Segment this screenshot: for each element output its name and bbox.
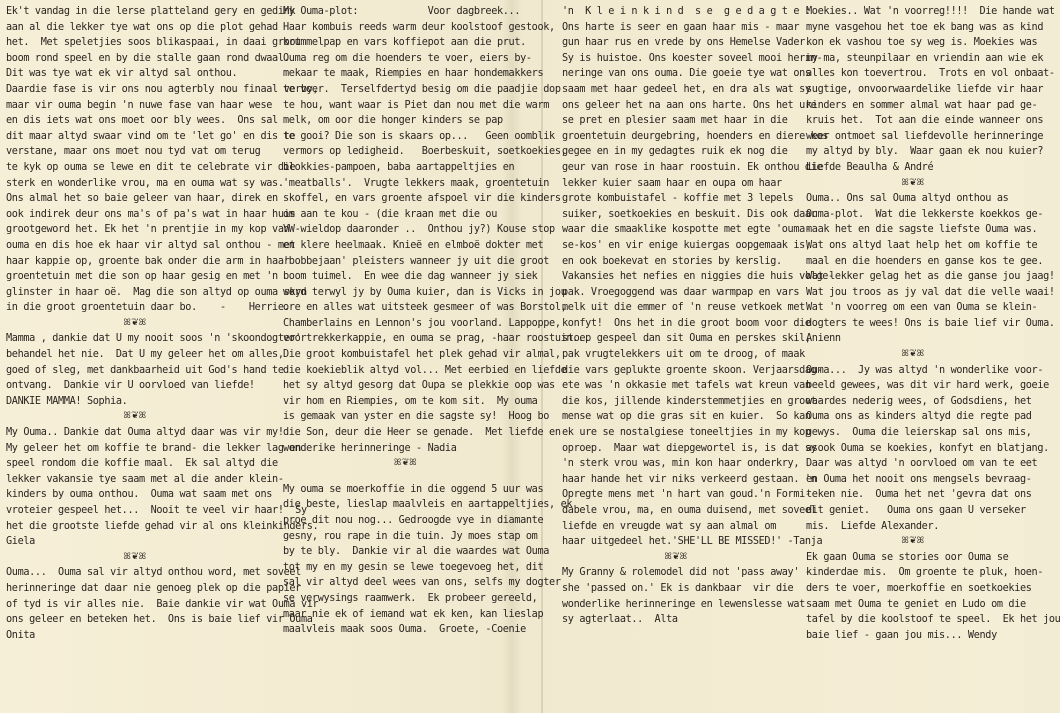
text-line: haar hande het vir niks verkeerd gestaan. 'n	[562, 473, 817, 485]
text-line: dogters te wees! Ons is baie lief vir Ouma.	[806, 317, 1055, 329]
text-line: goed of sleg, met dankbaarheid uit God's hand te	[6, 364, 284, 376]
text-line: groentetuin deurgebring, hoenders en diere kos	[562, 130, 829, 142]
text-line: blokkies-pampoen, baba aartappeltjies en	[283, 161, 515, 173]
column-2	[283, 4, 590, 638]
text-line: groentetuin met die son op haar gesig en met 'n	[6, 271, 278, 283]
text-line: dit maar altyd swaar vind om te 'let go' en dis te	[6, 130, 296, 142]
text-line: kinders en sommer almal wat haar pad ge-	[806, 99, 1038, 111]
text-line: My ouma se moerkoffie in die oggend 5 uur was	[283, 483, 544, 495]
text-line: Ons almal het so baie geleer van haar, direk en	[6, 193, 278, 205]
text-line: Giela	[6, 536, 35, 548]
text-line: Haar kombuis reeds warm deur koolstoof gestook,	[283, 21, 555, 33]
text-line: Chamberlains en Lennon's jou voorland. Lappoppe,	[283, 317, 561, 329]
text-line: het. Met speletjies soos blikaspaai, in daai groot	[6, 37, 301, 49]
text-line: VW-wieldop daaronder .. Onthou jy?) Kouse stop	[283, 224, 555, 236]
text-line: en klere heelmaak. Knieë en elmboë dokter met	[283, 239, 544, 251]
column-1	[6, 4, 319, 643]
text-line: gegee en in my gedagtes ruik ek nog die	[562, 146, 788, 158]
text-line: My geleer het om koffie te brand- die lekker lag en	[6, 442, 301, 454]
text-line: liefde en vreugde wat sy aan almal om	[562, 520, 776, 532]
ornament-divider: ꕤ❦ꕤ	[393, 458, 418, 469]
text-line: vroteier gespeel het... Nooit te veel vir haar! Sy	[6, 505, 307, 516]
text-line: Ouma reg om die hoenders te voer, eiers by-	[283, 52, 532, 64]
text-line: te hou, want waar is Piet dan nou met die warm	[283, 99, 550, 111]
ornament-divider: ꕤ❦ꕤ	[123, 551, 147, 562]
text-line: of tyd is vir alles nie. Baie dankie vir wat Ouma vir	[6, 598, 319, 610]
text-line: my ma, steunpilaar en vriendin aan wie ek	[806, 52, 1044, 64]
text-line: Ek't vandag in die lerse platteland gery en gedink	[6, 6, 296, 17]
text-line: pak vrugtelekkers uit om te droog, of maak	[562, 349, 805, 361]
text-line: myne vasgehou het toe ek bang was as kind	[806, 21, 1044, 33]
text-line: Onita	[6, 629, 35, 641]
text-line: stoep gespeel dan sit Ouma en perskes skil,	[562, 333, 811, 345]
ornament-divider: ꕤ❦ꕤ	[901, 536, 925, 547]
text-line: My Ouma.. Dankie dat Ouma altyd daar was vir my!	[6, 427, 284, 439]
text-line: Wat ons altyd laat help het om koffie te	[806, 239, 1038, 251]
text-line: dit geniet. Ouma ons gaan U verseker	[806, 505, 1026, 516]
text-line: ders te voer, moerkoffie en soetkoekies	[806, 582, 1032, 594]
text-line: en ook boekevat en stories by kerslig.	[562, 255, 782, 267]
text-line: ete was 'n okkasie met tafels wat kreun van	[562, 380, 811, 392]
text-line: Sy is huistoe. Ons koester soveel mooi herin-	[562, 52, 823, 64]
text-line: oproep. Maar wat diepgewortel is, is dat sy	[562, 442, 817, 454]
text-line: dabele vrou, ma, en ouma duisend, met soveel	[562, 505, 817, 516]
text-line: kinderdae mis. Om groente te pluk, hoen-	[806, 567, 1044, 579]
text-line: Wat 'n voorreg om een van Ouma se klein-	[806, 302, 1038, 314]
text-line: Ek gaan Ouma se stories oor Ouma se	[806, 551, 1009, 563]
text-line: Daar was altyd 'n oorvloed om van te eet	[806, 458, 1038, 470]
text-line: tot my en my gesin se lewe toegevoeg het, dit	[283, 561, 544, 573]
text-line: Ouma ons as kinders altyd die regte pad	[806, 411, 1032, 423]
text-line: in die groot groentetuin daar bo. - Herrie.	[6, 302, 290, 314]
text-line: maal en die hoenders en ganse kos te gee.	[806, 255, 1044, 267]
text-line: die koekieblik altyd vol... Met eerbied en liefde	[283, 364, 567, 376]
text-line: kruis het. Tot aan die einde wanneer ons	[806, 115, 1044, 127]
text-line: Opregte mens met 'n hart van goud.'n Formi-	[562, 489, 811, 501]
text-line: vermors op ledigheid. Boerbeskuit, soetkoekies,	[283, 146, 567, 158]
text-line: voortrekkerkappie, en ouma se prag, -haar roostuin...	[283, 333, 590, 345]
text-line: maak het en die sagste liefste Ouma was.	[806, 224, 1038, 236]
text-line: baie lief - gaan jou mis... Wendy	[806, 629, 997, 641]
text-line: Ouma-plot. Wat die lekkerste koekkos ge-	[806, 208, 1044, 220]
text-line: sugtige, onvoorwaardelike liefde vir haar	[806, 83, 1044, 95]
text-line: Ouma.. Ons sal Ouma altyd onthou as	[806, 193, 1009, 205]
text-line: DANKIE MAMMA! Sophia.	[6, 395, 128, 407]
text-line: pak. Vroegoggend was daar warmpap en vars	[562, 286, 800, 298]
text-line: Ons harte is seer en gaan haar mis - maar	[562, 21, 800, 33]
text-line: proe dit nou nog... Gedroogde vye in diamante	[283, 515, 544, 526]
text-line: kinders by ouma onthou. Ouma wat saam met ons	[6, 489, 273, 501]
text-line: sal vir altyd deel wees van ons, selfs my dogter	[283, 577, 561, 589]
text-line: boom rond speel en by die stalle gaan rond dwaal.	[6, 52, 290, 64]
text-line: lekker kuier saam haar en oupa om haar	[562, 177, 782, 189]
text-line: gun haar rus en vrede by ons Hemelse Vader.	[562, 37, 811, 49]
text-line: waardes nederig wees, of Godsdiens, het	[806, 395, 1032, 407]
text-line: 'n K l e i n k i n d s e g e d a g t e :	[562, 6, 811, 17]
text-line: Ouma... Ouma sal vir altyd onthou word, met soveel	[6, 567, 301, 579]
text-line: mense wat op die gras sit en kuier. So kan	[562, 411, 811, 423]
text-line: ons geleer het na aan ons harte. Ons het ure	[562, 99, 817, 111]
text-line: haar uitgedeel het.'SHE'LL BE MISSED!' -Tanja	[562, 536, 823, 548]
text-line: die kos, jillende kinderstemmetjies en groot-	[562, 395, 823, 407]
text-line: my altyd by bly. Waar gaan ek nou kuier?	[806, 146, 1044, 158]
spacer	[283, 472, 528, 482]
text-line: die beste, lieslap maalvleis en aartappeltjies, ek	[283, 499, 573, 511]
text-line: ek ure se nostalgiese toneeltjies in my kop	[562, 427, 811, 439]
text-line: 'meatballs'. Vrugte lekkers maak, groentetuin	[283, 177, 550, 189]
text-line: tafel by die koolstoof te speel. Ek het jou	[806, 614, 1060, 626]
text-line: krummelpap en vars koffiepot aan die prut.	[283, 37, 526, 49]
text-line: ons geleer en beteken het. Ons is baie lief vir Ouma	[6, 614, 313, 626]
text-line: 'n sterk vrou was, min kon haar onderkry,	[562, 458, 800, 470]
text-line: glinster in haar oë. Mag die son altyd op ouma skyn	[6, 286, 307, 298]
text-line: te voer. Terselfdertyd besig om die paadjie dop	[283, 83, 561, 95]
text-line: maar vir ouma begin 'n nuwe fase van haar wese	[6, 99, 273, 111]
ornament-divider: ꕤ❦ꕤ	[123, 411, 147, 422]
text-line: maalvleis maak soos Ouma. Groete, -Coenie	[283, 624, 526, 636]
text-line: het sy altyd gesorg dat Oupa se plekkie oop was	[283, 380, 555, 392]
text-line: die Son, deur die Heer se genade. Met liefde en	[283, 427, 561, 439]
text-line: ontvang. Dankie vir U oorvloed van liefde!	[6, 380, 255, 392]
text-line: saam met Ouma te geniet en Ludo om die	[806, 598, 1026, 610]
text-line: aan al die lekker tye wat ons op die plot gehad	[6, 21, 278, 33]
text-line: Anienn	[806, 333, 841, 345]
text-line: konfyt! Ons het in die groot boom voor die	[562, 317, 811, 329]
text-line: herinneringe dat daar nie genoeg plek op die papier	[6, 582, 301, 594]
text-line: she 'passed on.' Ek is dankbaar vir die	[562, 582, 794, 594]
text-line: lekker vakansie tye saam met al die ander klein-	[6, 473, 284, 485]
text-line: Dit was tye wat ek vir altyd sal onthou.	[6, 68, 238, 80]
text-line: Vakansies het nefies en niggies die huis volge-	[562, 271, 834, 283]
text-line: sy agterlaat.. Alta	[562, 614, 678, 626]
text-line: sterk en wonderlike vrou, ma en ouma wat sy was.	[6, 177, 284, 189]
text-line: speel rondom die koffie maal. Ek sal altyd die	[6, 458, 278, 470]
text-line: grote kombuistafel - koffie met 3 lepels	[562, 193, 794, 205]
text-line: melk uit die emmer of 'n reuse vetkoek met	[562, 302, 805, 314]
text-line: en Ouma het nooit ons mengsels bevraag-	[806, 473, 1032, 485]
text-line: teken nie. Ouma het net 'gevra dat ons	[806, 489, 1032, 501]
text-line: My Ouma-plot: Voor dagbreek...	[283, 6, 521, 17]
text-line: My Granny & rolemodel did not 'pass away' -	[562, 567, 811, 579]
text-line: Wat jou troos as jy val dat die velle waai!	[806, 286, 1055, 298]
text-line: beeld gewees, was dit vir hard werk, goeie	[806, 380, 1049, 392]
text-line: suiker, soetkoekies en beskuit. Dis ook daar	[562, 208, 817, 220]
text-line: behandel het nie. Dat U my geleer het om alles,	[6, 349, 284, 361]
text-line: Mamma , dankie dat U my nooit soos 'n 'skoondogter'	[6, 333, 301, 345]
ornament-divider: ꕤ❦ꕤ	[901, 177, 925, 188]
ornament-divider: ꕤ❦ꕤ	[123, 317, 147, 328]
text-line: maar nie ek of iemand wat ek ken, kan lieslap	[283, 608, 544, 620]
text-line: se verwysings raamwerk. Ek probeer gereeld,	[283, 592, 538, 604]
text-line: grootgeword het. Ek het 'n prentjie in my kop van	[6, 224, 290, 236]
text-line: weer ontmoet sal liefdevolle herinneringe	[806, 130, 1044, 142]
ornament-divider: ꕤ❦ꕤ	[664, 551, 688, 562]
text-line: neringe van ons ouma. Die goeie tye wat ons	[562, 68, 811, 80]
text-line: gewys. Ouma die leierskap sal ons mis,	[806, 427, 1032, 439]
text-line: mis. Liefde Alexander.	[806, 520, 940, 532]
text-line: saam met haar gedeel het, en dra als wat sy	[562, 83, 811, 95]
text-line: vir hom en Riempies, om te kom sit. My ouma	[283, 395, 538, 407]
text-line: het die grootste liefde gehad vir al ons kleinkinders.	[6, 520, 319, 532]
text-line: Die groot kombuistafel het plek gehad vir almal,	[283, 349, 561, 361]
ornament-divider: ꕤ❦ꕤ	[901, 349, 925, 360]
text-line: melk, om oor die honger kinders se pap	[283, 115, 503, 127]
text-line: te kyk op ouma se lewe en dit te celebrate vir die	[6, 161, 296, 173]
text-line: ore en alles wat uitsteek gesmeer of was Borstol,	[283, 302, 567, 314]
text-line: te gooi? Die son is skaars op... Geen oomblik	[283, 130, 555, 142]
text-line: by te bly. Dankie vir al die waardes wat Ouma	[283, 546, 550, 558]
text-line: ook indirek deur ons ma's of pa's wat in haar huis	[6, 208, 296, 220]
text-line: Daardie fase is vir ons nou agterbly nou finaal verby,	[6, 83, 319, 95]
text-line: waar die smaaklike kospotte met egte 'ouma-	[562, 224, 811, 236]
text-line: skoffel, en vars groente afspoel vir die kinders	[283, 193, 561, 205]
text-line: gesny, rou rape in die tuin. Jy moes stap om	[283, 530, 538, 542]
text-line: Wat lekker gelag het as die ganse jou jaag!	[806, 271, 1055, 283]
text-line: Ouma... Jy was altyd 'n wonderlike voor-	[806, 364, 1044, 376]
text-line: om aan te kou - (die kraan met die ou	[283, 208, 497, 220]
text-line: se-kos' en vir enige kuiergas oopgemaak is,	[562, 239, 811, 251]
text-line: verstane, maar ons moet nou tyd vat om terug	[6, 146, 261, 158]
text-line: kon ek vashou toe sy weg is. Moekies was	[806, 37, 1038, 49]
text-line: is gemaak van yster en die sagste sy! Hoog bo	[283, 411, 550, 423]
text-line: wonderlike herinneringe en lewenslesse wat	[562, 598, 805, 610]
text-line: mekaar te maak, Riempies en haar hondemakkers	[283, 68, 544, 80]
text-line: die vars geplukte groente skoon. Verjaarsdag-	[562, 364, 823, 376]
text-line: en dis iets wat ons moet oor bly wees. Ons sal	[6, 115, 278, 127]
text-line: Liefde Beaulha & André	[806, 161, 934, 173]
text-line: Moekies.. Wat 'n voorreg!!!! Die hande wat	[806, 6, 1055, 17]
text-line: asook Ouma se koekies, konfyt en blatjang.	[806, 442, 1049, 454]
text-line: haar kappie op, groente bak onder die arm in haar	[6, 255, 290, 267]
text-line: 'bobbejaan' pleisters wanneer jy uit die groot	[283, 255, 550, 267]
text-line: geur van rose in haar roostuin. Ek onthou die	[562, 161, 823, 173]
text-line: word terwyl jy by Ouma kuier, dan is Vicks in jou	[283, 286, 567, 298]
text-line: alles kon toevertrou. Trots en vol onbaat-	[806, 68, 1055, 80]
column-4	[806, 4, 1060, 643]
text-line: wonderike herinneringe - Nadia	[283, 442, 457, 454]
text-line: se pret en plesier saam met haar in die	[562, 115, 788, 127]
text-line: boom tuimel. En wee die dag wanneer jy siek	[283, 271, 538, 283]
text-line: ouma en dis hoe ek haar vir altyd sal onthou - met	[6, 239, 296, 251]
